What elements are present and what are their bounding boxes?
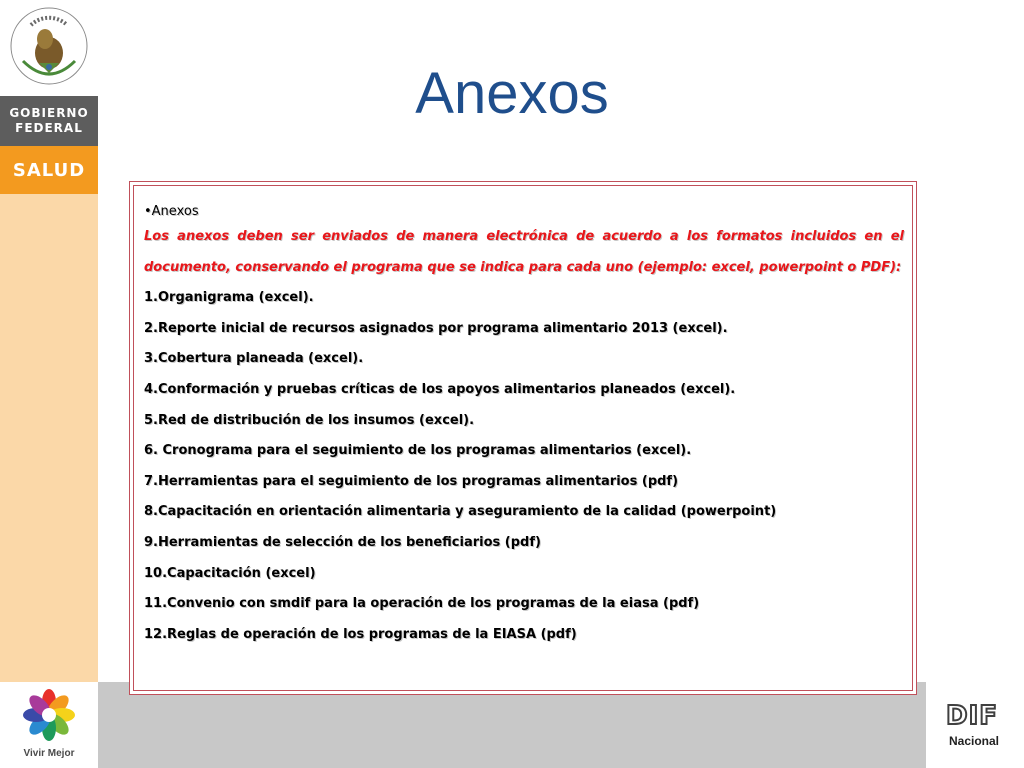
content-frame — [133, 185, 913, 691]
annex-item: 8.Capacitación en orientación alimentaria y aseguramiento de la calidad (powerpoint) — [144, 504, 777, 520]
annex-item: 10.Capacitación (excel) — [144, 565, 316, 581]
gobierno-line1: GOBIERNO — [9, 106, 89, 120]
annex-item: 3.Cobertura planeada (excel). — [144, 351, 364, 367]
flower-icon — [22, 688, 76, 742]
annex-item: 11.Convenio con smdif para la operación de los programas de la eiasa (pdf) — [144, 596, 700, 612]
gobierno-federal-badge — [0, 96, 98, 146]
annex-item: 12.Reglas de operación de los programas de la EIASA (pdf) — [144, 626, 577, 642]
dif-logo: DIF — [946, 701, 999, 731]
annex-item: 4.Conformación y pruebas críticas de los apoyos alimentarios planeados (excel). — [144, 381, 736, 397]
annex-item: 9.Herramientas de selección de los beneficiarios (pdf) — [144, 534, 541, 550]
slide-body — [144, 202, 904, 650]
vivir-mejor-logo — [0, 682, 98, 768]
annex-item: 2.Reporte inicial de recursos asignados por programa alimentario 2013 (excel). — [144, 320, 728, 336]
salud-badge: SALUD — [0, 146, 98, 194]
intro-line-2: documento, conservando el programa que se indica para cada uno (ejemplo: excel, powerpoint o PDF): — [144, 259, 902, 275]
footer-bar — [98, 682, 926, 768]
gobierno-line2: FEDERAL — [15, 121, 83, 135]
vivir-mejor-label: Vivir Mejor — [23, 748, 75, 759]
bullet-heading: •Anexos — [144, 204, 199, 219]
mexico-seal-icon — [9, 3, 89, 89]
left-sidebar — [0, 0, 98, 768]
annex-item: 6. Cronograma para el seguimiento de los programas alimentarios (excel). — [144, 443, 692, 459]
annex-item: 5.Red de distribución de los insumos (excel). — [144, 412, 475, 428]
annex-item: 7.Herramientas para el seguimiento de los programas alimentarios (pdf) — [144, 473, 679, 489]
dif-nacional-label: Nacional — [949, 734, 1000, 748]
seal-area — [0, 0, 98, 96]
annex-item: 1.Organigrama (excel). — [144, 290, 314, 306]
intro-line-1: Los anexos deben ser enviados de manera electrónica de acuerdo a los formatos incluidos en el — [144, 229, 904, 244]
slide-title: Anexos — [415, 61, 609, 126]
